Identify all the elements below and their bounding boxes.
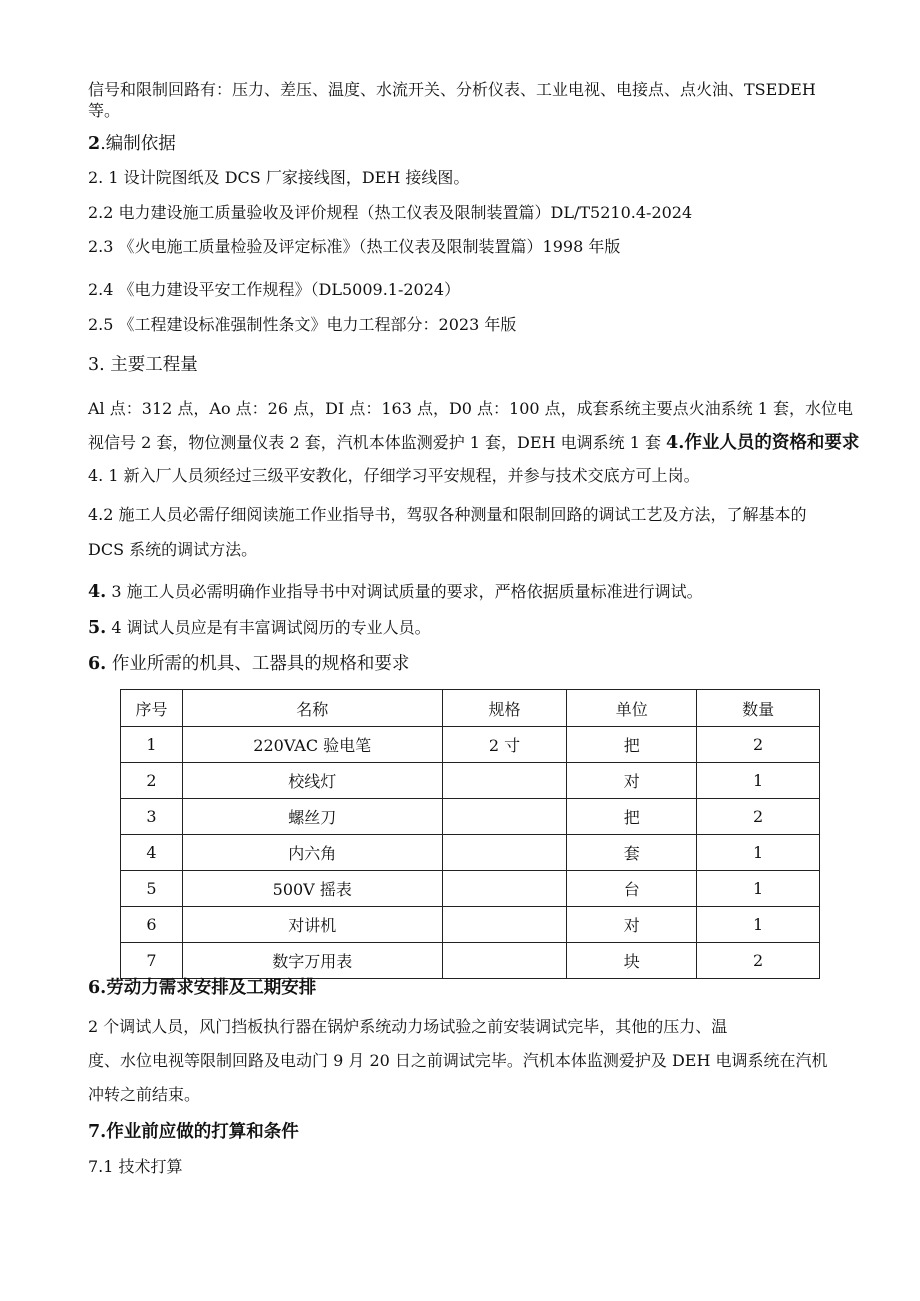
cell-spec (442, 907, 567, 943)
section-4-heading: 4.作业人员的资格和要求 (666, 433, 860, 453)
cell-name: 内六角 (182, 835, 442, 871)
cell-unit: 把 (567, 727, 697, 763)
section-7-heading: 7.作业前应做的打算和条件 (88, 1122, 299, 1142)
cell-index: 3 (121, 799, 183, 835)
table-row (121, 727, 820, 763)
cell-index: 1 (121, 727, 183, 763)
table-row (121, 799, 820, 835)
cell-quantity: 1 (697, 763, 820, 799)
section-2-heading (88, 134, 176, 154)
cell-index: 7 (121, 943, 183, 979)
labor-paragraph: 2 个调试人员，风门挡板执行器在锅炉系统动力场试验之前安装调试完毕，其他的压力、温 (88, 1017, 728, 1036)
section-3-heading: 3. 主要工程量 (88, 355, 198, 375)
requirement-4-3 (88, 582, 703, 602)
cell-quantity: 1 (697, 871, 820, 907)
table-row (121, 871, 820, 907)
cell-spec (442, 799, 567, 835)
cell-name: 500V 摇表 (182, 871, 442, 907)
cell-name: 螺丝刀 (182, 799, 442, 835)
workload-paragraph-cont (88, 433, 859, 453)
cell-quantity: 1 (697, 907, 820, 943)
basis-item: 2.2 电力建设施工质量验收及评价规程（热工仪表及限制装置篇）DL/T5210.4-2024 (88, 203, 693, 222)
paragraph-signals: 信号和限制回路有：压力、差压、温度、水流开关、分析仪表、工业电视、电接点、点火油、TSEDEH (88, 80, 816, 99)
workload-paragraph: Al 点：312 点，Ao 点：26 点，DI 点：163 点，D0 点：100 点，成套系统主要点火油系统 1 套，水位电 (88, 399, 854, 418)
cell-index: 2 (121, 763, 183, 799)
table-header-row (121, 690, 820, 727)
requirement-4-1: 4. 1 新入厂人员须经过三级平安教化，仔细学习平安规程，并参与技术交底方可上岗。 (88, 466, 700, 485)
cell-unit: 把 (567, 799, 697, 835)
labor-paragraph-end: 冲转之前结束。 (88, 1085, 201, 1104)
item-number: 6. (88, 654, 107, 674)
table-row (121, 907, 820, 943)
cell-name: 数字万用表 (182, 943, 442, 979)
cell-quantity: 1 (697, 835, 820, 871)
header-unit: 单位 (567, 690, 697, 727)
table-row (121, 763, 820, 799)
basis-item: 2.3 《火电施工质量检验及评定标准》（热工仪表及限制装置篇）1998 年版 (88, 237, 621, 256)
workload-text: 视信号 2 套，物位测量仪表 2 套，汽机本体监测爱护 1 套，DEH 电调系统 1 套 (88, 433, 667, 452)
labor-paragraph-cont: 度、水位电视等限制回路及电动门 9 月 20 日之前调试完毕。汽机本体监测爱护及 DEH 电调系统在汽机 (88, 1051, 828, 1070)
cell-unit: 套 (567, 835, 697, 871)
basis-item: 2. 1 设计院图纸及 DCS 厂家接线图，DEH 接线图。 (88, 168, 470, 187)
cell-unit: 对 (567, 763, 697, 799)
basis-item: 2.5 《工程建设标准强制性条文》电力工程部分：2023 年版 (88, 315, 517, 334)
header-name: 名称 (182, 690, 442, 727)
table-row (121, 943, 820, 979)
requirement-4-2: 4.2 施工人员必需仔细阅读施工作业指导书，驾驭各种测量和限制回路的调试工艺及方法，了解基本的 (88, 505, 807, 524)
cell-spec (442, 943, 567, 979)
item-number: 4. (88, 582, 107, 602)
tools-table (120, 689, 820, 979)
cell-unit: 对 (567, 907, 697, 943)
cell-spec (442, 835, 567, 871)
cell-quantity: 2 (697, 799, 820, 835)
cell-index: 4 (121, 835, 183, 871)
basis-item: 2.4 《电力建设平安工作规程》（DL5009.1-2024） (88, 280, 461, 299)
header-spec: 规格 (442, 690, 567, 727)
cell-spec (442, 871, 567, 907)
cell-spec (442, 763, 567, 799)
cell-index: 6 (121, 907, 183, 943)
paragraph-signals-cont: 等。 (88, 101, 121, 120)
table-row (121, 835, 820, 871)
cell-quantity: 2 (697, 943, 820, 979)
cell-unit: 块 (567, 943, 697, 979)
cell-index: 5 (121, 871, 183, 907)
item-text: 3 施工人员必需明确作业指导书中对调试质量的要求，严格依据质量标准进行调试。 (106, 582, 703, 601)
cell-unit: 台 (567, 871, 697, 907)
cell-spec: 2 寸 (442, 727, 567, 763)
cell-name: 校线灯 (182, 763, 442, 799)
header-index: 序号 (121, 690, 183, 727)
section-2-number: 2 (88, 134, 101, 154)
section-6b-heading: 6.劳动力需求安排及工期安排 (88, 978, 317, 998)
cell-quantity: 2 (697, 727, 820, 763)
requirement-4-4 (88, 618, 431, 638)
item-number: 5. (88, 618, 107, 638)
section-2-title: .编制依据 (100, 134, 176, 154)
cell-name: 对讲机 (182, 907, 442, 943)
requirement-4-2-cont: DCS 系统的调试方法。 (88, 540, 258, 559)
cell-name: 220VAC 验电笔 (182, 727, 442, 763)
item-text: 作业所需的机具、工器具的规格和要求 (106, 654, 410, 674)
section-6-heading (88, 654, 409, 674)
section-7-1: 7.1 技术打算 (88, 1157, 183, 1176)
header-quantity: 数量 (697, 690, 820, 727)
item-text: 4 调试人员应是有丰富调试阅历的专业人员。 (106, 618, 431, 637)
